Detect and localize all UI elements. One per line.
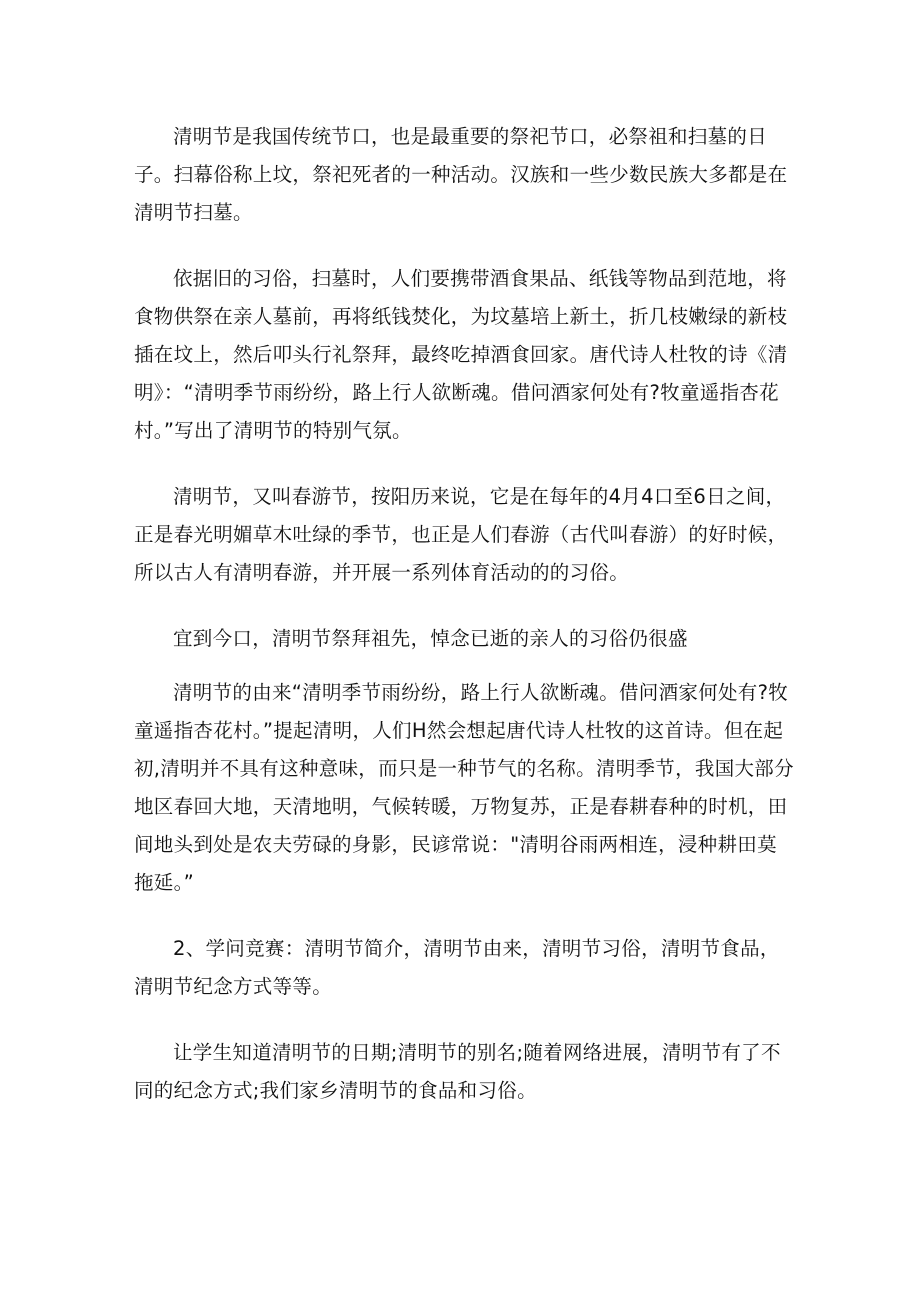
document-body <box>134 118 794 1138</box>
paragraph-5: 清明节的由来“清明季节雨纷纷，路上行人欲断魂。借问酒家何处有?牧童遥指杏花村。”提起清明，人们H然会想起唐代诗人杜牧的这首诗。但在起初,清明并不具有这种意味，而只是一种节气的名称。清明季节，我国大部分地区春回大地，天清地明，气候转暖，万物复苏，正是春耕春种的时机，田间地头到处是农夫劳碌的身影，民谚常说："清明谷雨两相连，浸种耕田莫拖延。” <box>134 681 794 894</box>
paragraph-7: 让学生知道清明节的日期;清明节的别名;随着网络进展，清明节有了不同的纪念方式;我们家乡清明节的食品和习俗。 <box>134 1041 781 1102</box>
paragraph-4: 宜到今口，清明节祭拜祖先，悼念已逝的亲人的习俗仍很盛 <box>173 627 688 650</box>
paragraph-3: 清明节，又叫春游节，按阳历来说，它是在每年的4月4口至6日之间，正是春光明媚草木吐绿的季节，也正是人们春游（古代叫春游）的好时候，所以古人有清明春游，并开展一系列体育活动的的习俗。 <box>134 485 788 584</box>
paragraph-2: 依据旧的习俗，扫墓时，人们要携带酒食果品、纸钱等物品到范地，将食物供祭在亲人墓前，再将纸钱焚化，为坟墓培上新土，折几枝嫩绿的新枝插在坟上，然后叩头行礼祭拜，最终吃掉酒食回家。唐代诗人杜牧的诗《清明》：“清明季节雨纷纷，路上行人欲断魂。借问酒家何处有?牧童遥指杏花村。”写出了清明节的特别气氛。 <box>134 267 788 442</box>
paragraph-1: 清明节是我国传统节口，也是最重要的祭祀节口，必祭祖和扫墓的日子。扫幕俗称上坟，祭祀死者的一种活动。汉族和一些少数民族大多都是在清明节扫墓。 <box>134 125 788 224</box>
paragraph-6: 2、学问竞赛：清明节简介，清明节由来，清明节习俗，清明节食品，清明节纪念方式等等。 <box>134 937 780 998</box>
